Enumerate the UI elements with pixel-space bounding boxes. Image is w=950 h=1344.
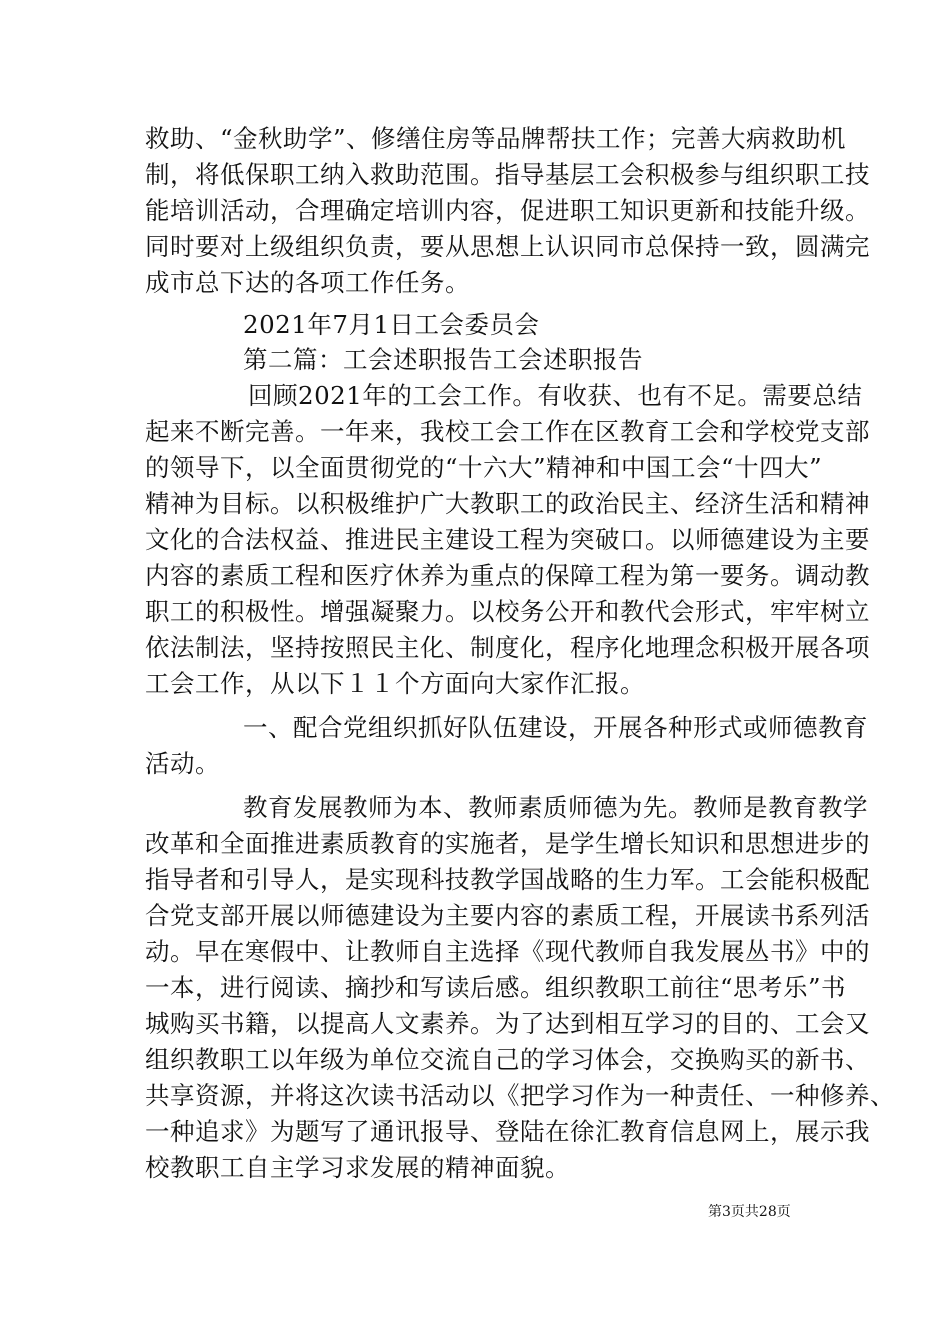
text-line: 能培训活动，合理确定培训内容，促进职工知识更新和技能升级。 <box>145 196 870 225</box>
date-signature-line: 2021年7月1日工会委员会 <box>243 310 540 339</box>
text-line: 指导者和引导人，是实现科技教学国战略的生力军。工会能积极配 <box>145 865 870 894</box>
text-line: 合党支部开展以师德建设为主要内容的素质工程，开展读书系列活 <box>145 901 870 930</box>
text-line: 制，将低保职工纳入救助范围。指导基层工会积极参与组织职工技 <box>145 160 870 189</box>
text-line: 救助、“金秋助学”、修缮住房等品牌帮扶工作；完善大病救助机 <box>145 124 847 153</box>
text-line: 改革和全面推进素质教育的实施者，是学生增长知识和思想进步的 <box>145 829 870 858</box>
text-line: 活动。 <box>145 749 220 778</box>
text-line: 精神为目标。以积极维护广大教职工的政治民主、经济生活和精神 <box>145 489 870 518</box>
text-line: 动。早在寒假中、让教师自主选择《现代教师自我发展丛书》中的 <box>145 937 870 966</box>
text-line: 内容的素质工程和医疗休养为重点的保障工程为第一要务。调动教 <box>145 561 870 590</box>
text-line: 回顾2021年的工会工作。有收获、也有不足。需要总结 <box>248 381 863 410</box>
text-line: 起来不断完善。一年来，我校工会工作在区教育工会和学校党支部 <box>145 417 870 446</box>
text-line: 一种追求》为题写了通讯报导、登陆在徐汇教育信息网上，展示我 <box>145 1117 870 1146</box>
text-line: 一本，进行阅读、摘抄和写读后感。组织教职工前往“思考乐”书 <box>145 973 847 1002</box>
text-line: 成市总下达的各项工作任务。 <box>145 268 470 297</box>
text-line: 的领导下，以全面贯彻党的“十六大”精神和中国工会“十四大” <box>145 453 823 482</box>
page-number: 第3页共28页 <box>708 1204 791 1220</box>
section-heading: 一、配合党组织抓好队伍建设，开展各种形式或师德教育 <box>243 713 868 742</box>
text-line: 组织教职工以年级为单位交流自己的学习体会，交换购买的新书、 <box>145 1045 870 1074</box>
text-line: 同时要对上级组织负责，要从思想上认识同市总保持一致，圆满完 <box>145 232 870 261</box>
text-line: 工会工作，从以下１１个方面向大家作汇报。 <box>145 669 645 698</box>
section-heading: 第二篇：工会述职报告工会述职报告 <box>243 345 643 374</box>
text-line: 文化的合法权益、推进民主建设工程为突破口。以师德建设为主要 <box>145 525 870 554</box>
text-line: 职工的积极性。增强凝聚力。以校务公开和教代会形式，牢牢树立 <box>145 597 870 626</box>
text-line: 城购买书籍，以提高人文素养。为了达到相互学习的目的、工会又 <box>145 1009 870 1038</box>
text-line: 教育发展教师为本、教师素质师德为先。教师是教育教学 <box>243 793 868 822</box>
text-line: 共享资源，并将这次读书活动以《把学习作为一种责任、一种修养、 <box>145 1081 895 1110</box>
text-line: 依法制法，坚持按照民主化、制度化，程序化地理念积极开展各项 <box>145 633 870 662</box>
text-line: 校教职工自主学习求发展的精神面貌。 <box>145 1153 570 1182</box>
